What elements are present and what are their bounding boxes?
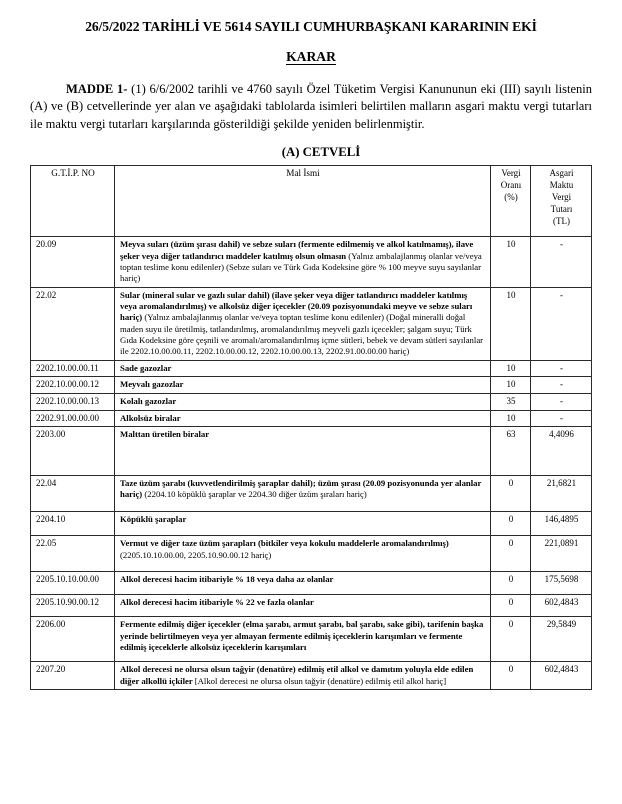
cell-vergi-orani: 0 — [491, 594, 531, 617]
table-row — [31, 393, 592, 410]
cell-mal-ismi — [115, 617, 491, 662]
table-row — [31, 287, 592, 360]
cell-asgari-maktu-vergi-tutari: 602,4843 — [531, 594, 592, 617]
cell-mal-ismi-bold: Malttan üretilen biralar — [120, 429, 210, 440]
cell-asgari-maktu-vergi-tutari: - — [531, 237, 592, 287]
article-body: (1) 6/6/2002 tarihli ve 4760 sayılı Özel Tüketim Vergisi Kanununun eki (III) sayılı listenin (A) ve (B) cetvellerinde yer alan ve aşağıdaki tablolarda isimleri belirtilen malların asgari maktu vergi tutarları ile maktu vergi tutarları karşılarında gösterildiği şekilde yeniden belirlenmiştir. — [30, 81, 592, 131]
cell-mal-ismi — [115, 410, 491, 427]
cell-mal-ismi-bold: Sade gazozlar — [120, 362, 172, 373]
header-tutar-line-3: Vergi — [551, 192, 572, 203]
cell-asgari-maktu-vergi-tutari: 175,5698 — [531, 571, 592, 594]
header-tutar-line-5: (TL) — [553, 215, 570, 226]
table-row — [31, 427, 592, 476]
cell-mal-ismi-bold: Alkol derecesi ne olursa olsun tağyir (denatüre) edilmiş etil alkol ve damıtım yoluyla elde edilen diğer alkollü içkiler — [120, 664, 474, 686]
cell-mal-ismi-bold: Alkol derecesi hacim itibariyle % 22 ve fazla olanlar — [120, 596, 314, 607]
header-tutar-line-1: Asgari — [549, 168, 574, 179]
cell-asgari-maktu-vergi-tutari: - — [531, 410, 592, 427]
header-vergi-orani — [491, 166, 531, 237]
cell-vergi-orani: 10 — [491, 377, 531, 394]
cell-vergi-orani: 35 — [491, 393, 531, 410]
header-vergi-orani-line-2: Oranı — [500, 180, 522, 191]
cell-gtip: 2204.10 — [31, 511, 115, 536]
cell-vergi-orani: 0 — [491, 571, 531, 594]
cell-vergi-orani: 0 — [491, 511, 531, 536]
cell-mal-ismi-bold: Sular (mineral sular ve gazlı sular dahil) (ilave şeker veya diğer tatlandırıcı maddeler katılmış veya aromalandırılmış) ve alkolsüz diğer içecekler (20.09 pozisyonundaki meyve ve sebze suları hariç) — [120, 289, 473, 323]
cell-mal-ismi-bold: Alkol derecesi hacim itibariyle % 18 veya daha az olanlar — [120, 573, 334, 584]
cell-asgari-maktu-vergi-tutari: 29,5849 — [531, 617, 592, 662]
table-row — [31, 476, 592, 512]
cell-gtip: 2202.10.00.00.12 — [31, 377, 115, 394]
table-row — [31, 594, 592, 617]
cell-mal-ismi-note: [Alkol derecesi ne olursa olsun tağyir (denatüre) edilmiş etil alkol hariç] — [194, 675, 447, 686]
cell-vergi-orani: 63 — [491, 427, 531, 476]
table-row — [31, 511, 592, 536]
cell-gtip: 2207.20 — [31, 662, 115, 690]
cell-mal-ismi-bold: Köpüklü şaraplar — [120, 513, 187, 524]
cell-mal-ismi-note: (2204.10 köpüklü şaraplar ve 2204.30 diğer üzüm şıraları hariç) — [144, 489, 367, 500]
article-label: MADDE 1- — [66, 81, 128, 96]
cell-mal-ismi-note: (Yalnız ambalajlanmış olanlar ve/veya toptan teslime konu edilenler) (Sebze suları ve Türk Gıda Kodeksine göre % 100 meyve suyu sayılanlar hariç) — [120, 250, 482, 284]
table-row — [31, 377, 592, 394]
table-header-row — [31, 166, 592, 237]
cell-gtip: 20.09 — [31, 237, 115, 287]
cell-gtip: 2203.00 — [31, 427, 115, 476]
header-vergi-orani-line-1: Vergi — [501, 168, 521, 179]
header-tutar-line-4: Tutarı — [550, 204, 573, 215]
cell-mal-ismi — [115, 393, 491, 410]
cell-vergi-orani: 0 — [491, 617, 531, 662]
header-mal-ismi: Mal İsmi — [115, 166, 491, 237]
cell-asgari-maktu-vergi-tutari: - — [531, 377, 592, 394]
cell-mal-ismi-bold: Meyva suları (üzüm şırası dahil) ve sebze suları (fermente edilmemiş ve alkol katılmamış), ilave şeker veya diğer tatlandırıcı maddeler katılmış olsun olmasın — [120, 239, 474, 261]
cell-mal-ismi-bold: Meyvalı gazozlar — [120, 379, 184, 390]
cell-asgari-maktu-vergi-tutari: 221,0891 — [531, 536, 592, 572]
cell-mal-ismi — [115, 237, 491, 287]
header-gtip: G.T.İ.P. NO — [31, 166, 115, 237]
cell-gtip: 2202.10.00.00.11 — [31, 360, 115, 377]
table-row — [31, 410, 592, 427]
cell-gtip: 2206.00 — [31, 617, 115, 662]
table-row — [31, 662, 592, 690]
cell-mal-ismi — [115, 511, 491, 536]
cell-asgari-maktu-vergi-tutari: - — [531, 287, 592, 360]
cell-gtip: 22.02 — [31, 287, 115, 360]
cell-mal-ismi — [115, 360, 491, 377]
header-tutar-line-2: Maktu — [549, 180, 574, 191]
cell-vergi-orani: 10 — [491, 410, 531, 427]
cell-mal-ismi-bold: Fermente edilmiş diğer içecekler (elma şarabı, armut şarabı, bal şarabı, sake gibi), tarifenin başka yerinde belirtilmeyen veya yer almayan fermente edilmiş içeceklerin karışımları ve fermente edilmiş içeceklerle alkolsüz içeceklerin karışımları — [120, 619, 484, 652]
document-page — [0, 19, 622, 804]
cell-asgari-maktu-vergi-tutari: 602,4843 — [531, 662, 592, 690]
cell-gtip: 22.04 — [31, 476, 115, 512]
cell-mal-ismi — [115, 427, 491, 476]
table-row — [31, 360, 592, 377]
tax-schedule-table — [30, 165, 592, 689]
cell-gtip: 2205.10.90.00.12 — [31, 594, 115, 617]
document-subtitle — [0, 49, 622, 65]
table-row — [31, 571, 592, 594]
table-row — [31, 237, 592, 287]
table-row — [31, 536, 592, 572]
header-vergi-orani-line-3: (%) — [504, 192, 518, 203]
cell-vergi-orani: 0 — [491, 476, 531, 512]
table-body — [31, 237, 592, 689]
cell-gtip: 22.05 — [31, 536, 115, 572]
cell-mal-ismi — [115, 377, 491, 394]
schedule-label: (A) CETVELİ — [281, 145, 361, 160]
cell-mal-ismi-note: (Yalnız ambalajlanmış olanlar ve/veya toptan teslime konu edilenler) (Doğal mineralli doğal maden suyu ile üretilmiş, tatlandırılmış, aromalandırılmış meyveli gazlı içecekler; şalgam suyu; Türk Gıda Kodeksine göre çeşnili ve aromalı/aromalandırılmış içme sütleri, bebek ve devam sütleri sayılanlar ile 2202.10.00.00.11, 2202.10.00.00.12, 2202.10.00.00.13, 2202.91.00.00.00 hariç) — [120, 312, 484, 357]
cell-mal-ismi-bold: Alkolsüz biralar — [120, 412, 181, 423]
cell-vergi-orani: 10 — [491, 360, 531, 377]
cell-mal-ismi-bold: Vermut ve diğer taze üzüm şarapları (bitkiler veya kokulu maddelerle aromalandırılmış) — [120, 538, 449, 549]
cell-asgari-maktu-vergi-tutari: 21,6821 — [531, 476, 592, 512]
table-row — [31, 617, 592, 662]
table-header — [31, 166, 592, 237]
cell-mal-ismi — [115, 571, 491, 594]
cell-mal-ismi-bold: Taze üzüm şarabı (kuvvetlendirilmiş şaraplar dahil); üzüm şırası (20.09 pozisyonunda yer alanlar hariç) — [120, 478, 482, 500]
document-title: 26/5/2022 TARİHLİ VE 5614 SAYILI CUMHURBAŞKANI KARARININ EKİ — [85, 19, 537, 34]
cell-mal-ismi — [115, 594, 491, 617]
cell-asgari-maktu-vergi-tutari: 4,4096 — [531, 427, 592, 476]
cell-mal-ismi — [115, 536, 491, 572]
cell-asgari-maktu-vergi-tutari: - — [531, 360, 592, 377]
cell-vergi-orani: 10 — [491, 287, 531, 360]
header-asgari-maktu-vergi-tutari — [531, 166, 592, 237]
cell-asgari-maktu-vergi-tutari: - — [531, 393, 592, 410]
document-subtitle-text: KARAR — [286, 48, 336, 64]
cell-asgari-maktu-vergi-tutari: 146,4895 — [531, 511, 592, 536]
cell-vergi-orani: 10 — [491, 237, 531, 287]
cell-mal-ismi-bold: Kolalı gazozlar — [120, 395, 177, 406]
cell-mal-ismi-note: (2205.10.10.00.00, 2205.10.90.00.12 hariç) — [120, 549, 272, 560]
cell-vergi-orani: 0 — [491, 536, 531, 572]
cell-gtip: 2205.10.10.00.00 — [31, 571, 115, 594]
cell-mal-ismi — [115, 662, 491, 690]
cell-gtip: 2202.91.00.00.00 — [31, 410, 115, 427]
cell-mal-ismi — [115, 476, 491, 512]
cell-gtip: 2202.10.00.00.13 — [31, 393, 115, 410]
cell-vergi-orani: 0 — [491, 662, 531, 690]
cell-mal-ismi — [115, 287, 491, 360]
article-paragraph — [30, 81, 592, 134]
